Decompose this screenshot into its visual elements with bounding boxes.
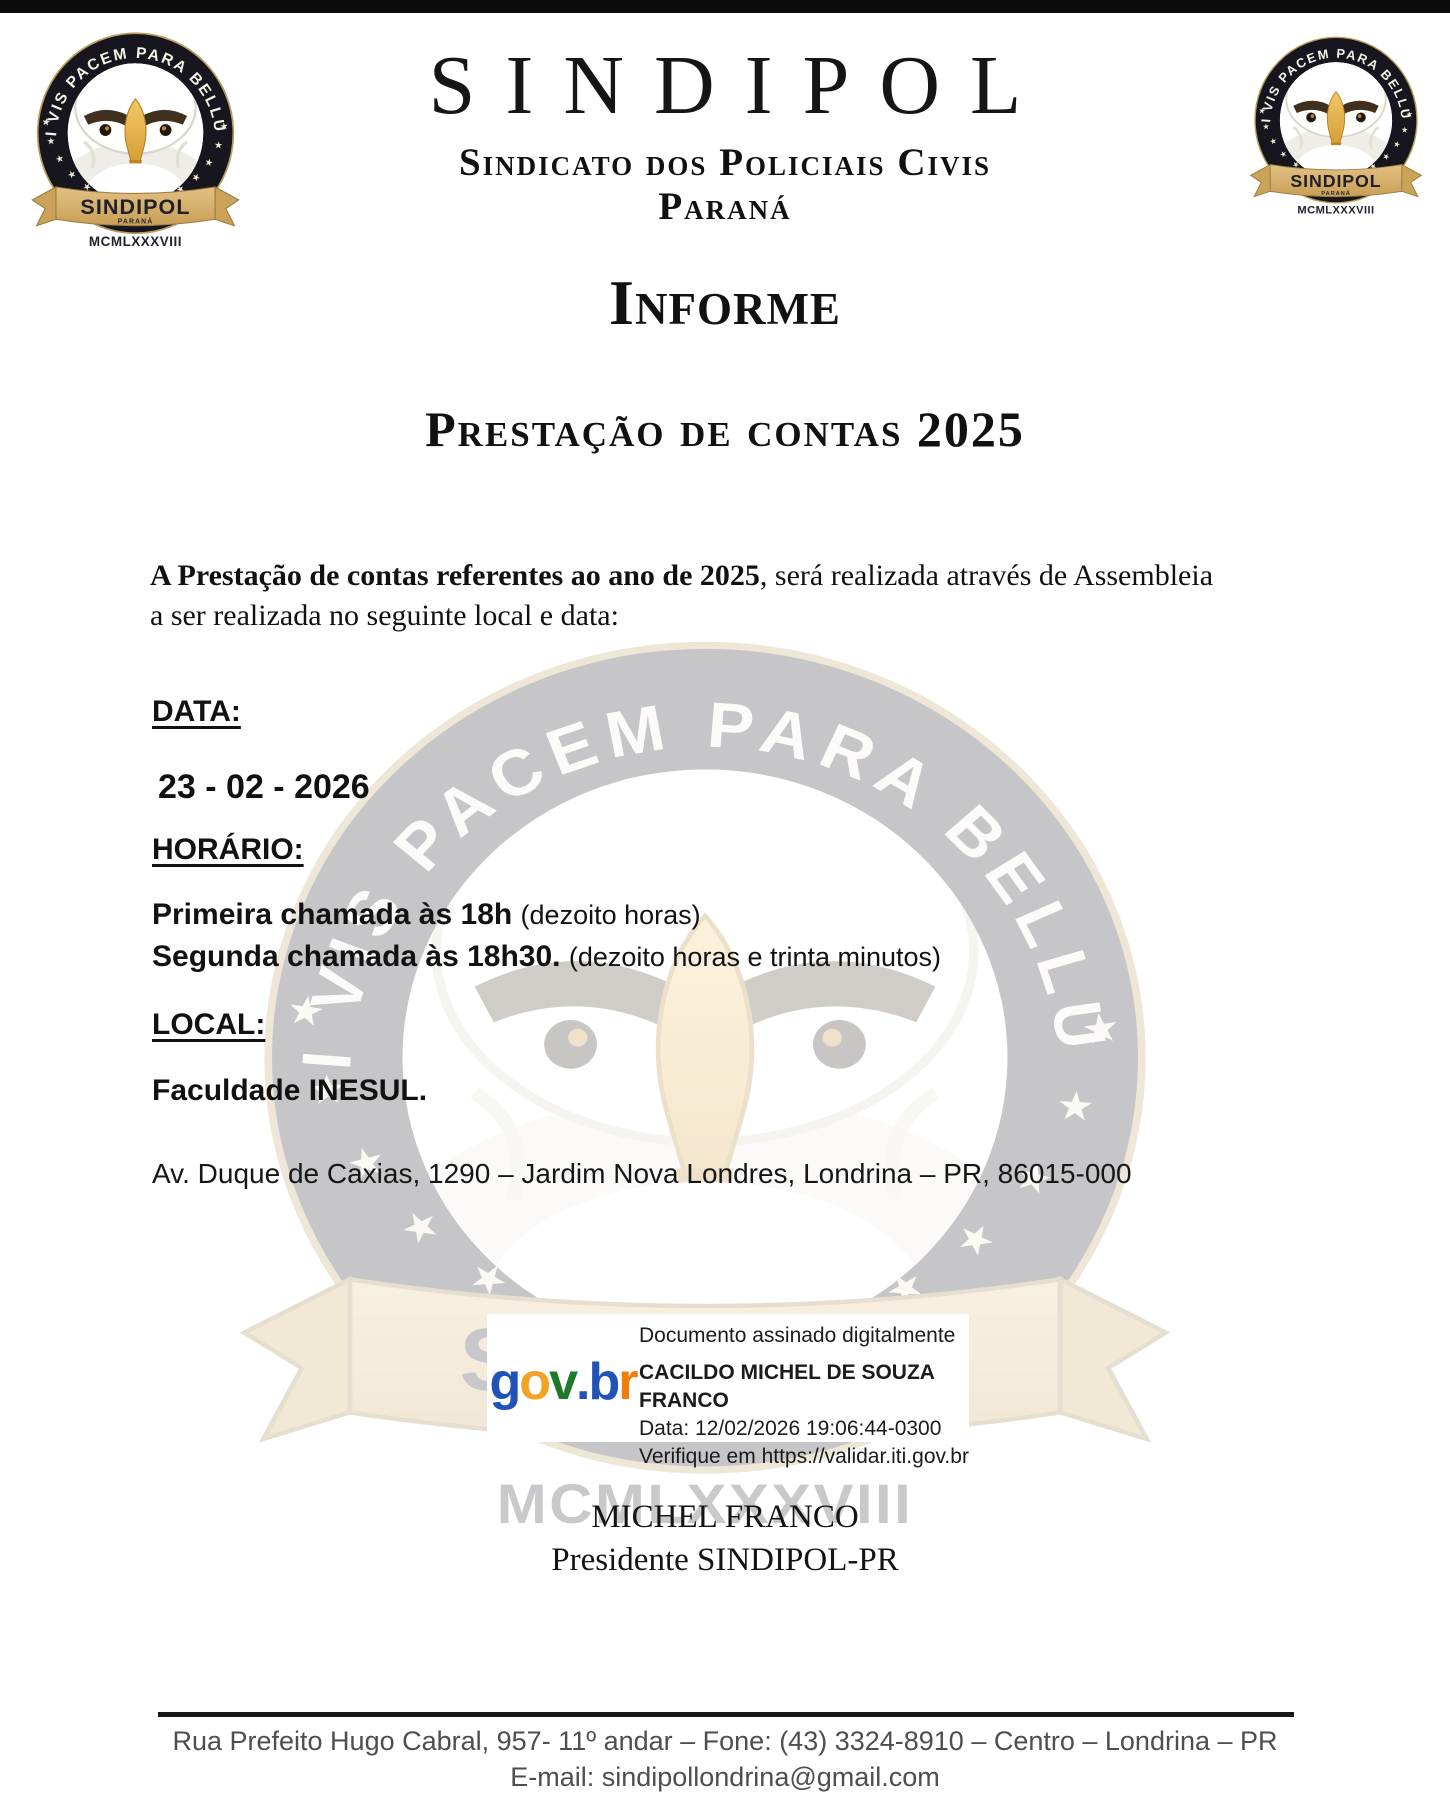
intro-line-2: a ser realizada no seguinte local e data: (150, 599, 619, 632)
intro-regular-text: , será realizada através de Assembleia (759, 559, 1214, 592)
org-subtitle: Sindicato dos Policiais Civis (458, 141, 992, 184)
intro-bold-text: A Prestação de contas referentes ao ano de 2025 (150, 559, 760, 592)
govbr-letter: r (618, 1353, 637, 1411)
footer-email: E-mail: sindipollondrina@gmail.com (510, 1762, 940, 1792)
second-call-note: (dezoito horas e trinta minutos) (568, 942, 942, 972)
govbr-letter: . (575, 1353, 589, 1411)
org-name: SINDIPOL (428, 39, 1052, 132)
govbr-letter: v (549, 1353, 576, 1411)
signature-verify-url: Verifique em https://validar.iti.gov.br (639, 1445, 969, 1468)
document-title: Informe (609, 267, 841, 338)
first-call-main: Primeira chamada às 18h (152, 898, 521, 931)
signature-date: Data: 12/02/2026 19:06:44-0300 (639, 1417, 942, 1440)
page-top-border (0, 0, 1450, 13)
event-address: Av. Duque de Caxias, 1290 – Jardim Nova Londres, Londrina – PR, 86015-000 (152, 1158, 1132, 1189)
president-role: Presidente SINDIPOL-PR (551, 1542, 899, 1578)
time-label: HORÁRIO: (152, 833, 304, 866)
govbr-letter: o (519, 1353, 550, 1411)
date-value: 23 - 02 - 2026 (158, 768, 370, 806)
second-call-main: Segunda chamada às 18h30. (152, 940, 569, 973)
president-name: MICHEL FRANCO (591, 1499, 859, 1535)
location-value: Faculdade INESUL. (152, 1074, 428, 1107)
govbr-logo-icon (487, 1314, 639, 1442)
footer-divider (158, 1712, 1294, 1717)
first-call-line (152, 898, 701, 932)
date-label: DATA: (152, 695, 241, 728)
govbr-letter: g (489, 1353, 520, 1411)
signature-details (639, 1314, 969, 1468)
footer-address: Rua Prefeito Hugo Cabral, 957- 11º andar – Fone: (43) 3324-8910 – Centro – Londrina – PR (172, 1726, 1278, 1756)
org-region: Paraná (658, 185, 792, 228)
signature-statement: Documento assinado digitalmente (639, 1324, 956, 1347)
footer (0, 1723, 1450, 1795)
intro-paragraph (150, 556, 1320, 636)
location-label: LOCAL: (152, 1008, 266, 1041)
digital-signature-box (487, 1314, 969, 1468)
document-subtitle: Prestação de contas 2025 (425, 401, 1025, 457)
letterhead (0, 38, 1450, 228)
first-call-note: (dezoito horas) (520, 900, 701, 930)
intro-line-1 (150, 556, 1320, 596)
signoff-block (0, 1496, 1450, 1582)
second-call-line (152, 940, 941, 974)
signer-name: CACILDO MICHEL DE SOUZA FRANCO (639, 1361, 935, 1412)
govbr-letter: b (588, 1353, 619, 1411)
